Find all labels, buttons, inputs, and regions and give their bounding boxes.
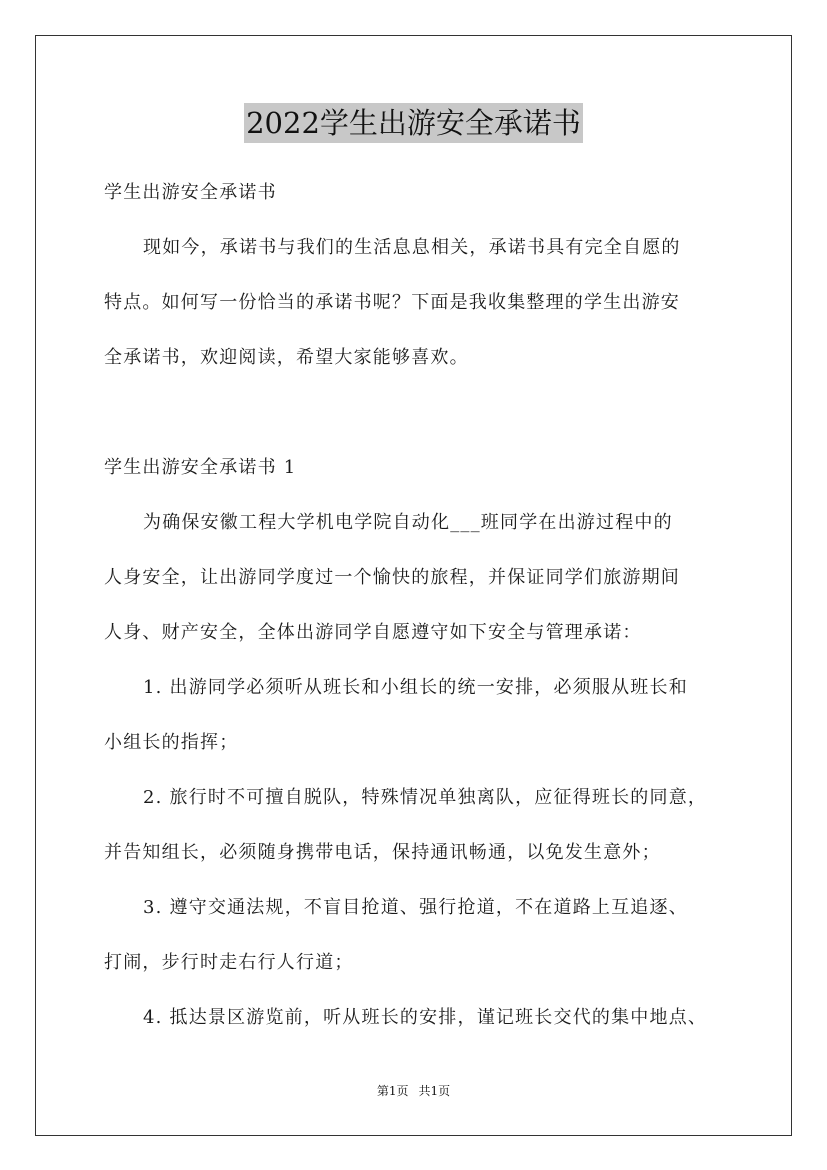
page-total: 共1页	[418, 1084, 451, 1098]
list-item-3-line-2: 打闹，步行时走右行人行道；	[104, 952, 354, 973]
list-item-2-line-1: 2. 旅行时不可擅自脱队，特殊情况单独离队，应征得班长的同意，	[143, 787, 708, 808]
intro-line-3: 全承诺书，欢迎阅读，希望大家能够喜欢。	[104, 347, 469, 368]
page-footer	[0, 1083, 827, 1099]
intro-line-2: 特点。如何写一份恰当的承诺书呢？下面是我收集整理的学生出游安	[104, 292, 680, 313]
body-line-1: 为确保安徽工程大学机电学院自动化___班同学在出游过程中的	[143, 512, 673, 533]
section-heading-1: 学生出游安全承诺书 1	[104, 457, 297, 478]
list-item-3-line-1: 3. 遵守交通法规，不盲目抢道、强行抢道，不在道路上互追逐、	[143, 897, 688, 918]
body-line-2: 人身安全，让出游同学度过一个愉快的旅程，并保证同学们旅游期间	[104, 567, 680, 588]
document-title: 2022学生出游安全承诺书	[244, 103, 583, 143]
list-item-4-line-1: 4. 抵达景区游览前，听从班长的安排，谨记班长交代的集中地点、	[143, 1007, 708, 1028]
body-line-3: 人身、财产安全，全体出游同学自愿遵守如下安全与管理承诺：	[104, 622, 642, 643]
list-item-1-line-2: 小组长的指挥；	[104, 732, 239, 753]
list-item-2-line-2: 并告知组长，必须随身携带电话，保持通讯畅通，以免发生意外；	[104, 842, 661, 863]
list-item-1-line-1: 1. 出游同学必须听从班长和小组长的统一安排，必须服从班长和	[143, 677, 688, 698]
title-wrap	[0, 103, 827, 143]
section-heading: 学生出游安全承诺书	[104, 182, 277, 203]
intro-line-1: 现如今，承诺书与我们的生活息息相关，承诺书具有完全自愿的	[143, 237, 681, 258]
page-number: 第1页	[376, 1084, 409, 1098]
